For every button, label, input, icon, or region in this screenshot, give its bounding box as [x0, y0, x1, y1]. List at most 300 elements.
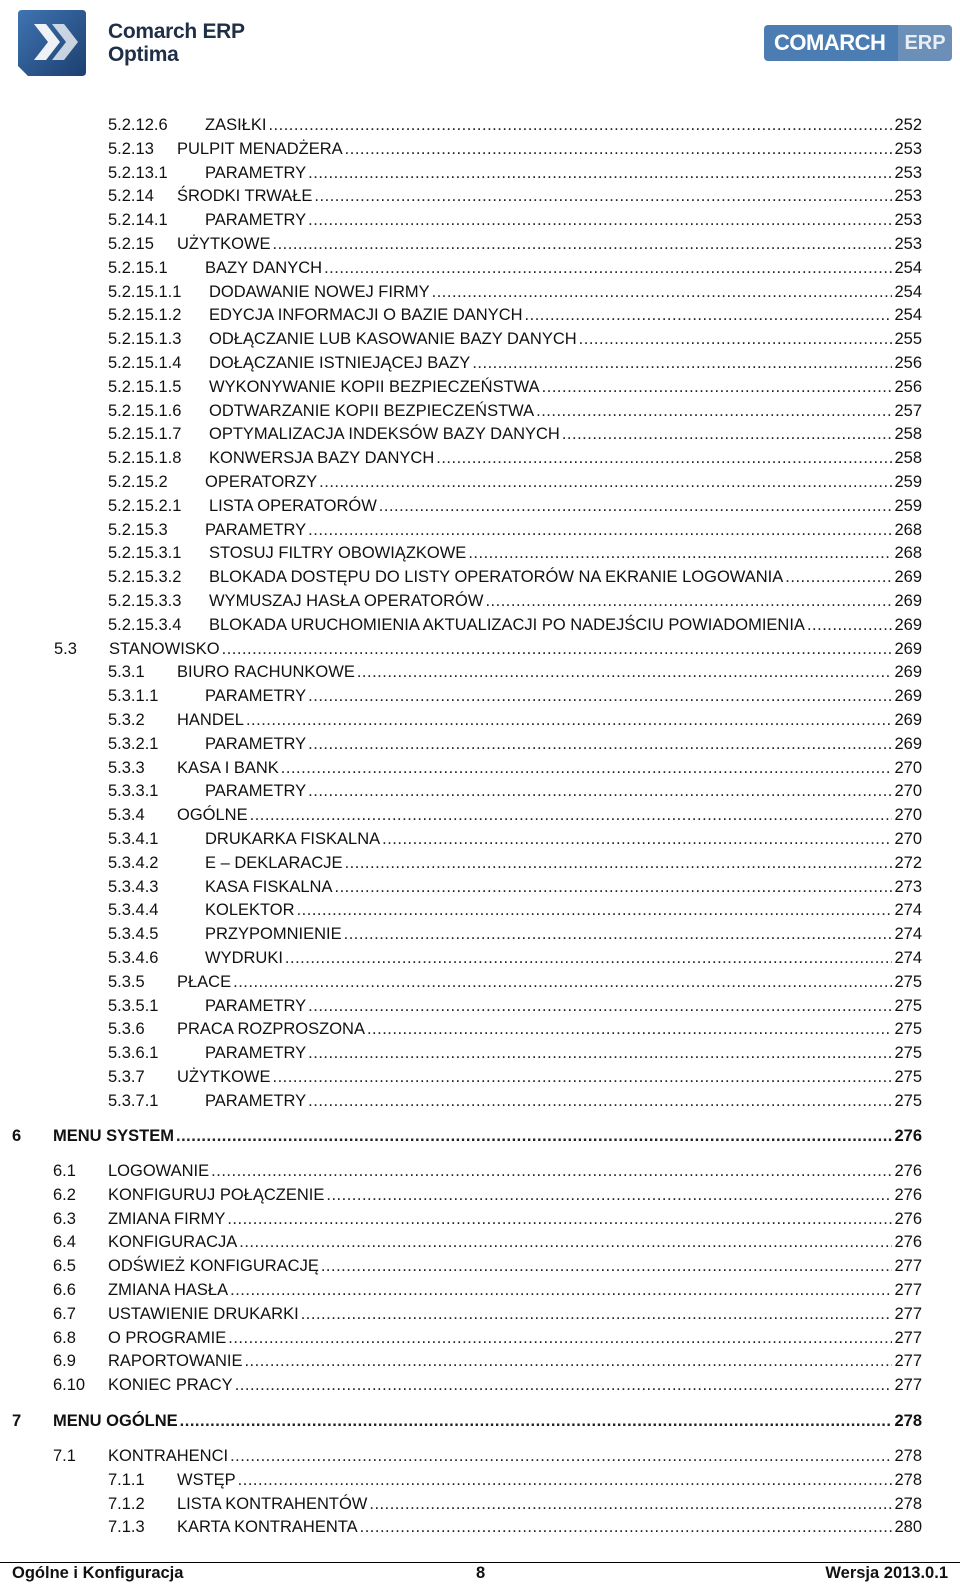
toc-entry-page: 276: [894, 1185, 922, 1204]
brand-line-2: Optima: [108, 43, 179, 66]
toc-entry[interactable]: [108, 827, 922, 851]
footer-version: Wersja 2013.0.1: [825, 1564, 948, 1582]
toc-dot-leader: [308, 994, 892, 1018]
toc-entry-title: BAZY DANYCH: [205, 258, 323, 277]
toc-entry-page: 255: [894, 330, 922, 349]
toc-dot-leader: [326, 1183, 892, 1207]
toc-dot-leader: [239, 1230, 892, 1254]
toc-entry-title: PARAMETRY: [205, 1044, 307, 1063]
toc-entry-title: BLOKADA DOSTĘPU DO LISTY OPERATORÓW NA EKRANIE LOGOWANIA: [209, 568, 784, 587]
toc-entry[interactable]: [108, 970, 922, 994]
toc-entry[interactable]: [108, 399, 922, 423]
toc-entry-page: 275: [894, 1091, 922, 1110]
toc-entry-title: KONFIGURACJA: [108, 1233, 238, 1252]
toc-entry-page: 276: [894, 1209, 922, 1228]
toc-entry-page: 254: [894, 306, 922, 325]
comarch-optima-logo-icon: [16, 8, 88, 78]
toc-entry-number: 5.2.15.2.1: [108, 496, 182, 515]
toc-entry-number: 5.3.4.5: [108, 925, 159, 944]
toc-entry-number: 5.3.4.2: [108, 853, 159, 872]
toc-entry[interactable]: [108, 708, 922, 732]
toc-entry-page: 269: [894, 592, 922, 610]
toc-entry-page: 258: [894, 425, 922, 444]
toc-dot-leader: [228, 1326, 892, 1350]
toc-entry-page: 254: [894, 282, 922, 301]
toc-dot-leader: [525, 303, 893, 327]
toc-dot-leader: [230, 1444, 892, 1468]
toc-entry[interactable]: [108, 1089, 922, 1113]
toc-entry-title: WYDRUKI: [205, 949, 283, 967]
toc-entry-number: 6.9: [53, 1352, 76, 1371]
toc-entry-title: PULPIT MENADŻERA: [177, 139, 343, 158]
toc-entry-page: 256: [894, 377, 922, 396]
toc-entry-page: 280: [894, 1518, 922, 1537]
toc-entry[interactable]: [53, 1254, 922, 1278]
toc-entry[interactable]: [108, 184, 922, 208]
toc-entry-page: 254: [894, 258, 922, 277]
toc-entry-page: 277: [894, 1328, 922, 1347]
toc-entry[interactable]: [108, 232, 922, 256]
toc-entry-number: 5.2.14.1: [108, 211, 168, 230]
toc-entry[interactable]: [108, 732, 922, 756]
toc-dot-leader: [297, 898, 893, 922]
toc-entry-title: KONTRAHENCI: [108, 1447, 229, 1465]
toc-entry[interactable]: [108, 1017, 922, 1041]
toc-entry-title: ZASIŁKI: [205, 116, 267, 134]
toc-dot-leader: [785, 565, 892, 589]
toc-entry-title: EDYCJA INFORMACJI O BAZIE DANYCH: [209, 306, 523, 325]
toc-entry[interactable]: [53, 1373, 922, 1397]
toc-entry-title: PRACA ROZPROSZONA: [177, 1020, 365, 1039]
toc-entry-number: 5.3.2: [108, 711, 145, 729]
toc-entry-number: 5.3.1: [108, 663, 145, 682]
toc-entry-title: PARAMETRY: [205, 211, 307, 230]
toc-entry-number: 5.2.15.1.2: [108, 306, 182, 325]
toc-entry[interactable]: [108, 875, 922, 899]
toc-dot-leader: [244, 1349, 892, 1373]
toc-entry[interactable]: [54, 637, 922, 661]
toc-entry-page: 272: [894, 853, 922, 872]
toc-entry[interactable]: [108, 1041, 922, 1065]
toc-dot-leader: [233, 970, 892, 994]
toc-entry-page: 274: [894, 925, 922, 944]
toc-entry-page: 253: [894, 139, 922, 158]
toc-entry-page: 268: [894, 544, 922, 563]
toc-entry-title: MENU SYSTEM: [53, 1127, 175, 1145]
toc-entry-number: 5.2.15.1.6: [108, 401, 182, 420]
toc-entry-number: 6.10: [53, 1376, 86, 1395]
toc-entry-page: 253: [894, 235, 922, 253]
toc-entry-number: 5.3.4: [108, 806, 145, 825]
toc-entry[interactable]: [108, 351, 922, 375]
toc-entry[interactable]: [108, 113, 922, 137]
toc-entry-number: 7.1: [53, 1447, 76, 1465]
toc-entry[interactable]: [108, 161, 922, 185]
toc-entry-number: 5.3.1.1: [108, 687, 159, 706]
toc-entry-number: 5.3.5.1: [108, 996, 159, 1015]
toc-entry-title: PŁACE: [177, 972, 232, 991]
toc-dot-leader: [273, 232, 893, 256]
toc-entry[interactable]: [53, 1230, 922, 1254]
toc-dot-leader: [345, 851, 893, 875]
toc-dot-leader: [468, 541, 892, 565]
toc-entry[interactable]: [108, 280, 922, 304]
toc-entry[interactable]: [108, 208, 922, 232]
toc-entry-page: 253: [894, 163, 922, 182]
toc-dot-leader: [308, 684, 892, 708]
toc-entry-page: 276: [894, 1127, 922, 1145]
toc-entry[interactable]: [12, 1409, 922, 1433]
toc-entry-number: 5.2.15.2: [108, 473, 168, 491]
toc-entry-number: 5.3.4.6: [108, 949, 159, 967]
toc-entry-title: LISTA OPERATORÓW: [209, 496, 377, 515]
toc-entry-page: 278: [894, 1470, 922, 1489]
toc-entry[interactable]: [53, 1278, 922, 1302]
toc-entry-number: 5.2.12.6: [108, 116, 168, 134]
toc-entry-number: 5.2.15.1.8: [108, 449, 182, 468]
toc-dot-leader: [542, 375, 893, 399]
toc-entry-number: 5.3.4.1: [108, 830, 159, 848]
toc-entry-page: 252: [894, 116, 922, 134]
toc-entry-page: 259: [894, 496, 922, 515]
toc-entry[interactable]: [108, 1065, 922, 1089]
toc-entry-number: 6.8: [53, 1328, 76, 1347]
toc-dot-leader: [308, 1089, 892, 1113]
toc-dot-leader: [357, 660, 893, 684]
toc-entry-page: 275: [894, 1020, 922, 1039]
toc-entry-title: OGÓLNE: [177, 806, 248, 825]
toc-entry-title: ŚRODKI TRWAŁE: [177, 187, 313, 206]
toc-dot-leader: [308, 1041, 892, 1065]
toc-entry[interactable]: [108, 1468, 922, 1492]
toc-dot-leader: [345, 137, 893, 161]
brand-line-1: Comarch ERP: [108, 20, 245, 43]
toc-dot-leader: [176, 1124, 892, 1148]
toc-dot-leader: [268, 113, 892, 137]
toc-entry[interactable]: [108, 756, 922, 780]
toc-entry-page: 278: [894, 1412, 922, 1430]
toc-dot-leader: [235, 1373, 893, 1397]
toc-entry[interactable]: [108, 518, 922, 542]
toc-entry-number: 5.2.13: [108, 139, 154, 158]
toc-entry-number: 5.3.7.1: [108, 1091, 159, 1110]
toc-entry-title: PARAMETRY: [205, 687, 307, 706]
toc-entry-page: 253: [894, 211, 922, 230]
toc-entry-page: 277: [894, 1376, 922, 1395]
toc-entry[interactable]: [108, 422, 922, 446]
toc-entry-page: 258: [894, 449, 922, 468]
toc-entry-title: OPTYMALIZACJA INDEKSÓW BAZY DANYCH: [209, 425, 560, 444]
erp-logo-badge: ERP: [898, 25, 952, 61]
toc-entry-page: 276: [894, 1162, 922, 1180]
toc-entry-title: RAPORTOWANIE: [108, 1352, 243, 1371]
toc-entry-title: PARAMETRY: [205, 163, 307, 182]
toc-entry-title: ODTWARZANIE KOPII BEZPIECZEŃSTWA: [209, 401, 535, 420]
toc-entry-title: ODŁĄCZANIE LUB KASOWANIE BAZY DANYCH: [209, 330, 577, 349]
toc-entry-page: 270: [894, 830, 922, 848]
toc-entry[interactable]: [108, 327, 922, 351]
toc-entry-title: WSTĘP: [177, 1470, 236, 1489]
toc-dot-leader: [369, 1492, 892, 1516]
toc-entry-number: 5.3.7: [108, 1068, 145, 1086]
toc-dot-leader: [562, 422, 893, 446]
toc-entry[interactable]: [108, 803, 922, 827]
toc-entry-number: 5.2.15.1.3: [108, 330, 182, 349]
toc-entry-title: KARTA KONTRAHENTA: [177, 1518, 358, 1537]
toc-entry-number: 5.2.15.3.1: [108, 544, 182, 563]
toc-entry-title: DODAWANIE NOWEJ FIRMY: [209, 282, 430, 301]
toc-dot-leader: [436, 446, 892, 470]
toc-entry-title: KOLEKTOR: [205, 901, 295, 920]
footer-page-number: 8: [476, 1564, 486, 1582]
toc-entry-page: 273: [894, 877, 922, 896]
toc-entry-title: USTAWIENIE DRUKARKI: [108, 1304, 299, 1323]
toc-entry-page: 277: [894, 1352, 922, 1371]
toc-entry[interactable]: [108, 565, 922, 589]
toc-entry-title: KASA I BANK: [177, 758, 279, 777]
toc-entry-page: 269: [894, 639, 922, 658]
toc-entry[interactable]: [53, 1302, 922, 1326]
toc-entry-number: 5.2.14: [108, 187, 154, 206]
toc-entry-title: ZMIANA FIRMY: [108, 1209, 226, 1228]
toc-dot-leader: [308, 208, 892, 232]
toc-entry-title: PARAMETRY: [205, 1091, 307, 1110]
toc-entry-page: 270: [894, 758, 922, 777]
toc-dot-leader: [432, 280, 893, 304]
toc-entry-page: 256: [894, 354, 922, 372]
toc-entry-title: DRUKARKA FISKALNA: [205, 830, 381, 848]
toc-dot-leader: [246, 708, 893, 732]
footer-document-title: Ogólne i Konfiguracja: [12, 1564, 184, 1582]
toc-entry-number: 5.2.15.3.2: [108, 568, 182, 587]
toc-entry-page: 269: [894, 663, 922, 682]
toc-dot-leader: [308, 161, 892, 185]
comarch-erp-logo: [764, 25, 952, 61]
toc-entry[interactable]: [108, 779, 922, 803]
toc-entry-number: 6.1: [53, 1162, 76, 1180]
toc-entry-title: HANDEL: [177, 711, 244, 729]
toc-entry-page: 275: [894, 1044, 922, 1063]
toc-dot-leader: [536, 399, 892, 423]
toc-dot-leader: [324, 256, 892, 280]
toc-entry-number: 5.2.15: [108, 235, 154, 253]
toc-entry-number: 5.2.15.1.1: [108, 282, 182, 301]
toc-dot-leader: [230, 1278, 892, 1302]
toc-entry-number: 5.2.15.1.7: [108, 425, 182, 444]
toc-entry[interactable]: [53, 1326, 922, 1350]
toc-dot-leader: [301, 1302, 893, 1326]
toc-entry-page: 269: [894, 568, 922, 587]
toc-entry-number: 5.2.15.1.4: [108, 354, 182, 372]
toc-dot-leader: [308, 518, 892, 542]
toc-entry[interactable]: [12, 1124, 922, 1148]
toc-entry-page: 274: [894, 949, 922, 967]
toc-dot-leader: [180, 1409, 893, 1433]
toc-entry-title: ZMIANA HASŁA: [108, 1281, 229, 1299]
toc-entry-number: 5.3.3.1: [108, 782, 159, 801]
toc-entry-title: WYKONYWANIE KOPII BEZPIECZEŃSTWA: [209, 377, 540, 396]
toc-entry-title: ODŚWIEŻ KONFIGURACJĘ: [108, 1257, 319, 1276]
toc-entry-number: 5.2.15.1: [108, 258, 168, 277]
toc-dot-leader: [222, 637, 893, 661]
toc-entry-number: 5.3.5: [108, 972, 145, 991]
toc-entry-number: 6: [12, 1127, 22, 1145]
toc-entry-page: 278: [894, 1447, 922, 1465]
toc-entry[interactable]: [108, 851, 922, 875]
toc-dot-leader: [250, 803, 893, 827]
toc-entry-number: 7.1.2: [108, 1494, 145, 1513]
toc-entry-page: 275: [894, 1068, 922, 1086]
toc-entry-number: 5.2.15.3.4: [108, 615, 182, 634]
toc-entry-number: 5.3.4.4: [108, 901, 159, 920]
toc-dot-leader: [238, 1468, 893, 1492]
toc-entry-number: 5.3.6: [108, 1020, 145, 1039]
toc-entry[interactable]: [108, 446, 922, 470]
toc-entry-title: WYMUSZAJ HASŁA OPERATORÓW: [209, 592, 484, 610]
toc-entry[interactable]: [108, 1492, 922, 1516]
toc-entry[interactable]: [108, 303, 922, 327]
toc-entry[interactable]: [108, 898, 922, 922]
toc-dot-leader: [382, 827, 892, 851]
toc-entry[interactable]: [108, 946, 922, 970]
toc-entry-title: STANOWISKO: [109, 639, 220, 658]
toc-entry-title: KONWERSJA BAZY DANYCH: [209, 449, 435, 468]
toc-entry-title: PARAMETRY: [205, 782, 307, 801]
toc-dot-leader: [360, 1515, 893, 1539]
toc-entry-page: 269: [894, 711, 922, 729]
toc-entry-number: 5.3.3: [108, 758, 145, 777]
toc-entry-title: STOSUJ FILTRY OBOWIĄZKOWE: [209, 544, 467, 563]
toc-entry-page: 277: [894, 1281, 922, 1299]
toc-entry[interactable]: [108, 922, 922, 946]
toc-entry-title: LOGOWANIE: [108, 1162, 210, 1180]
toc-entry-title: KONFIGURUJ POŁĄCZENIE: [108, 1185, 325, 1204]
toc-entry-page: 270: [894, 806, 922, 825]
toc-entry[interactable]: [53, 1207, 922, 1231]
toc-entry-page: 269: [894, 734, 922, 753]
toc-entry-number: 5.3.6.1: [108, 1044, 159, 1063]
toc-entry-number: 7: [12, 1412, 22, 1430]
toc-dot-leader: [485, 589, 892, 613]
toc-dot-leader: [281, 756, 893, 780]
toc-entry-title: KASA FISKALNA: [205, 877, 333, 896]
toc-entry-title: BLOKADA URUCHOMIENIA AKTUALIZACJI PO NADEJŚCIU POWIADOMIENIA: [209, 615, 805, 634]
toc-entry[interactable]: [108, 994, 922, 1018]
toc-entry-number: 5.2.15.3.3: [108, 592, 182, 610]
toc-entry[interactable]: [53, 1159, 922, 1183]
toc-dot-leader: [211, 1159, 892, 1183]
toc-entry-title: PARAMETRY: [205, 520, 307, 539]
brand-name: [108, 20, 245, 66]
toc-entry[interactable]: [108, 1515, 922, 1539]
toc-entry-page: 269: [894, 615, 922, 634]
toc-entry-page: 278: [894, 1494, 922, 1513]
toc-entry-page: 275: [894, 996, 922, 1015]
toc-dot-leader: [344, 922, 893, 946]
toc-entry[interactable]: [108, 494, 922, 518]
toc-entry-number: 5.3.2.1: [108, 734, 159, 753]
toc-entry-number: 6.5: [53, 1257, 76, 1276]
toc-dot-leader: [379, 494, 893, 518]
toc-entry-number: 5.2.15.3: [108, 520, 168, 539]
toc-entry[interactable]: [108, 256, 922, 280]
toc-dot-leader: [367, 1017, 893, 1041]
toc-entry[interactable]: [108, 375, 922, 399]
toc-entry[interactable]: [53, 1183, 922, 1207]
toc-entry-number: 7.1.1: [108, 1470, 145, 1489]
toc-entry-page: 268: [894, 520, 922, 539]
toc-entry[interactable]: [53, 1444, 922, 1468]
toc-dot-leader: [314, 184, 892, 208]
toc-entry[interactable]: [108, 660, 922, 684]
toc-entry-title: LISTA KONTRAHENTÓW: [177, 1494, 368, 1513]
toc-entry-number: 5.2.13.1: [108, 163, 168, 182]
toc-entry-page: 257: [894, 401, 922, 420]
toc-dot-leader: [334, 875, 892, 899]
page-header: [0, 0, 960, 90]
toc-dot-leader: [579, 327, 893, 351]
toc-entry-number: 6.3: [53, 1209, 76, 1228]
toc-entry-number: 5.3: [54, 639, 77, 658]
toc-entry[interactable]: [53, 1349, 922, 1373]
toc-entry-page: 253: [894, 187, 922, 206]
toc-entry-title: PRZYPOMNIENIE: [205, 925, 342, 944]
toc-entry-number: 6.6: [53, 1281, 76, 1299]
toc-entry-title: KONIEC PRACY: [108, 1376, 233, 1395]
toc-entry-title: MENU OGÓLNE: [53, 1412, 178, 1430]
toc-dot-leader: [472, 351, 892, 375]
toc-entry-title: UŻYTKOWE: [177, 235, 271, 253]
toc-entry-page: 270: [894, 782, 922, 801]
comarch-logo-text: COMARCH: [774, 30, 886, 55]
toc-entry-page: 277: [894, 1257, 922, 1276]
page-footer: [0, 1562, 960, 1584]
toc-entry[interactable]: [108, 470, 922, 494]
toc-entry[interactable]: [108, 541, 922, 565]
toc-entry[interactable]: [108, 684, 922, 708]
toc-entry-number: 5.2.15.1.5: [108, 377, 182, 396]
toc-entry-number: 6.7: [53, 1304, 76, 1323]
toc-entry-page: 275: [894, 972, 922, 991]
toc-entry-number: 6.4: [53, 1233, 76, 1252]
toc-dot-leader: [308, 732, 892, 756]
toc-dot-leader: [227, 1207, 892, 1231]
toc-entry-title: UŻYTKOWE: [177, 1068, 271, 1086]
toc-entry-number: 5.3.4.3: [108, 877, 159, 896]
toc-entry-title: OPERATORZY: [205, 473, 318, 491]
toc-entry-title: PARAMETRY: [205, 734, 307, 753]
toc-dot-leader: [321, 1254, 893, 1278]
toc-dot-leader: [807, 613, 893, 637]
toc-entry-title: PARAMETRY: [205, 996, 307, 1015]
toc-entry[interactable]: [108, 137, 922, 161]
toc-entry-page: 274: [894, 901, 922, 920]
toc-dot-leader: [273, 1065, 893, 1089]
toc-entry[interactable]: [108, 613, 922, 637]
toc-entry-page: 269: [894, 687, 922, 706]
toc-entry-page: 259: [894, 473, 922, 491]
toc-dot-leader: [285, 946, 893, 970]
toc-entry-page: 276: [894, 1233, 922, 1252]
toc-entry-title: O PROGRAMIE: [108, 1328, 227, 1347]
toc-entry-title: BIURO RACHUNKOWE: [177, 663, 355, 682]
toc-entry[interactable]: [108, 589, 922, 613]
toc-dot-leader: [308, 779, 892, 803]
toc-entry-page: 277: [894, 1304, 922, 1323]
toc-entry-title: E – DEKLARACJE: [205, 853, 343, 872]
toc-entry-title: DOŁĄCZANIE ISTNIEJĄCEJ BAZY: [209, 354, 471, 372]
toc-entry-number: 7.1.3: [108, 1518, 145, 1537]
